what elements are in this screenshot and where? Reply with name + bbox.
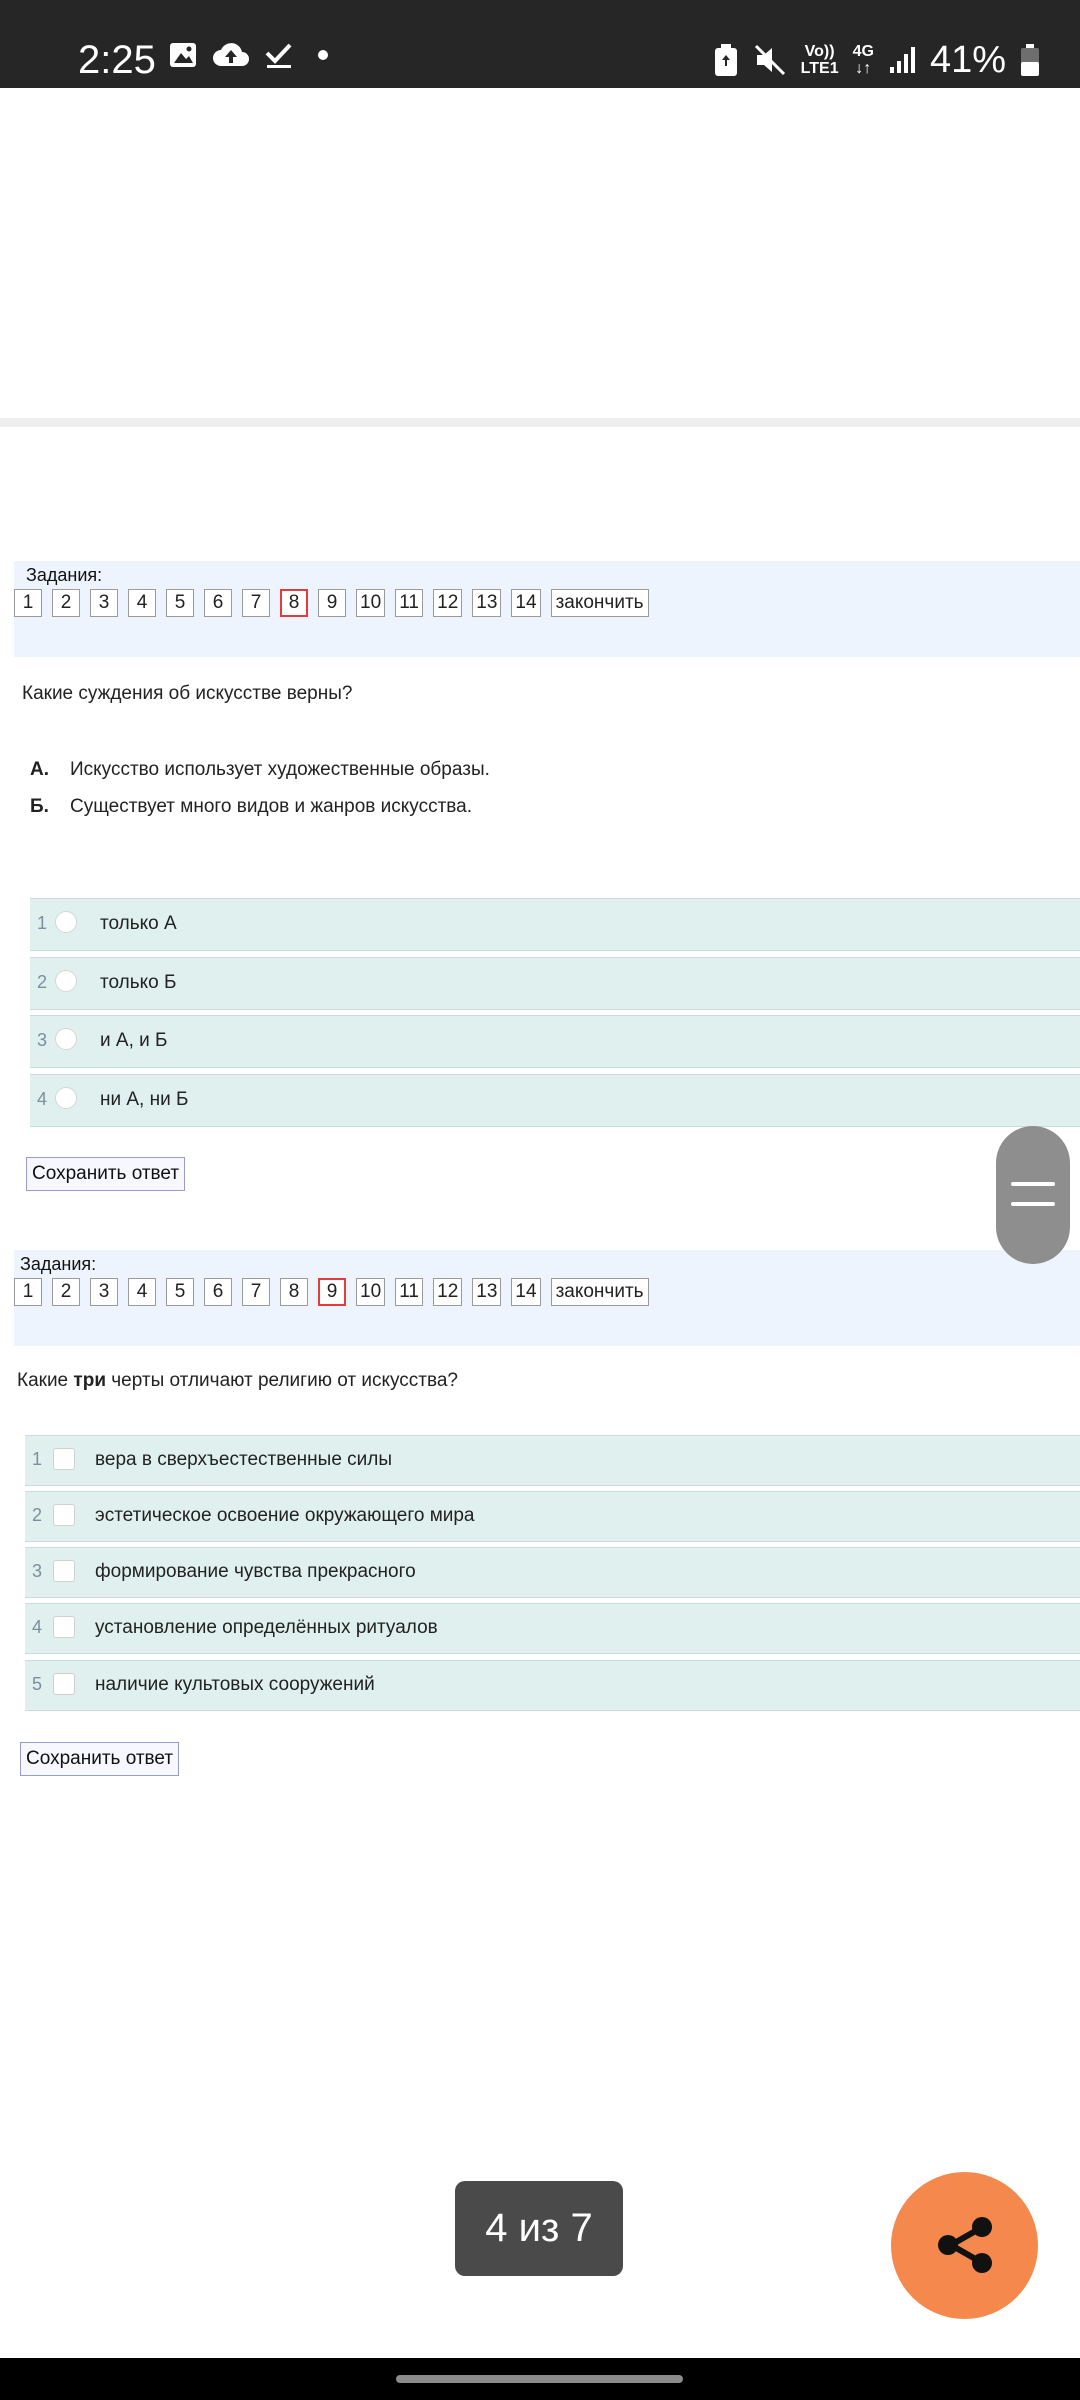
option-number: 5 xyxy=(32,1674,43,1694)
task-button-5[interactable]: 5 xyxy=(166,1278,194,1306)
task-button-14[interactable]: 14 xyxy=(511,1278,540,1306)
option-label: установление определённых ритуалов xyxy=(95,1617,438,1638)
task-button-4[interactable]: 4 xyxy=(128,589,156,617)
task-nav-label: Задания: xyxy=(26,565,103,585)
answer-option[interactable] xyxy=(25,1547,1080,1598)
option-number: 2 xyxy=(32,1505,43,1525)
task-button-13[interactable]: 13 xyxy=(472,589,501,617)
mute-icon xyxy=(753,43,787,77)
task-navigation xyxy=(14,561,1080,657)
task-button-10[interactable]: 10 xyxy=(356,589,385,617)
task-button-7[interactable]: 7 xyxy=(242,589,270,617)
option-checkbox[interactable] xyxy=(53,1616,75,1638)
option-label: вера в сверхъестественные силы xyxy=(95,1449,393,1470)
task-button-6[interactable]: 6 xyxy=(204,1278,232,1306)
battery-icon xyxy=(1020,43,1040,77)
task-button-5[interactable]: 5 xyxy=(166,589,194,617)
statement-a: А. Искусство использует художественные образы. xyxy=(30,759,490,780)
option-checkbox[interactable] xyxy=(53,1448,75,1470)
option-label: ни А, ни Б xyxy=(100,1089,189,1110)
section-divider xyxy=(0,418,1080,427)
option-number: 3 xyxy=(32,1561,43,1581)
answer-option[interactable] xyxy=(25,1491,1080,1542)
option-number: 3 xyxy=(37,1030,48,1050)
task-nav-label: Задания: xyxy=(20,1254,97,1274)
volte-indicator: Vo)) LTE1 xyxy=(800,43,839,77)
task-navigation xyxy=(14,1250,1080,1346)
answer-option[interactable] xyxy=(30,898,1080,951)
save-answer-button[interactable]: Сохранить ответ xyxy=(26,1157,185,1191)
signal-icon xyxy=(888,45,916,75)
share-button[interactable] xyxy=(891,2172,1038,2319)
option-checkbox[interactable] xyxy=(53,1504,75,1526)
task-button-13[interactable]: 13 xyxy=(472,1278,501,1306)
battery-percent: 41% xyxy=(929,39,1006,81)
task-button-11[interactable]: 11 xyxy=(395,589,423,617)
task-button-1[interactable]: 1 xyxy=(14,589,42,617)
task-button-2[interactable]: 2 xyxy=(52,1278,80,1306)
option-number: 2 xyxy=(37,972,48,992)
image-icon xyxy=(168,40,198,70)
question-text: Какие три черты отличают религию от искусства? xyxy=(17,1370,458,1391)
task-button-11[interactable]: 11 xyxy=(395,1278,423,1306)
task-button-4[interactable]: 4 xyxy=(128,1278,156,1306)
cloud-upload-icon xyxy=(212,40,250,70)
option-label: наличие культовых сооружений xyxy=(95,1674,375,1695)
option-label: эстетическое освоение окружающего мира xyxy=(95,1505,475,1526)
network-type: 4G ↓↑ xyxy=(852,43,874,77)
statement-b: Б. Существует много видов и жанров искусства. xyxy=(30,796,473,817)
task-button-7[interactable]: 7 xyxy=(242,1278,270,1306)
option-label: формирование чувства прекрасного xyxy=(95,1561,416,1582)
option-label: и А, и Б xyxy=(100,1030,168,1051)
option-label: только А xyxy=(100,913,177,934)
option-number: 1 xyxy=(37,913,48,933)
task-button-14[interactable]: 14 xyxy=(511,589,540,617)
task-button-8[interactable]: 8 xyxy=(280,1278,308,1306)
option-radio[interactable] xyxy=(55,911,77,933)
option-radio[interactable] xyxy=(55,1028,77,1050)
finish-button[interactable]: закончить xyxy=(551,589,649,617)
battery-saver-icon xyxy=(713,43,739,77)
task-button-12[interactable]: 12 xyxy=(433,1278,462,1306)
check-icon xyxy=(264,40,294,70)
task-button-2[interactable]: 2 xyxy=(52,589,80,617)
system-navigation-bar xyxy=(0,2358,1080,2400)
answer-option[interactable] xyxy=(30,957,1080,1010)
task-button-9[interactable]: 9 xyxy=(318,589,346,617)
finish-button[interactable]: закончить xyxy=(551,1278,649,1306)
share-icon xyxy=(891,2172,1038,2319)
question-text: Какие суждения об искусстве верны? xyxy=(22,683,353,704)
task-button-12[interactable]: 12 xyxy=(433,589,462,617)
status-bar xyxy=(0,0,1080,88)
task-button-3[interactable]: 3 xyxy=(90,1278,118,1306)
answer-option[interactable] xyxy=(25,1660,1080,1711)
answer-option[interactable] xyxy=(30,1015,1080,1068)
home-gesture-pill[interactable] xyxy=(396,2375,683,2383)
task-button-10[interactable]: 10 xyxy=(356,1278,385,1306)
answer-option[interactable] xyxy=(25,1435,1080,1486)
option-number: 1 xyxy=(32,1449,43,1469)
option-checkbox[interactable] xyxy=(53,1560,75,1582)
page-counter-toast: 4 из 7 xyxy=(455,2181,623,2276)
drag-handle[interactable] xyxy=(996,1126,1070,1264)
answer-option[interactable] xyxy=(30,1074,1080,1127)
task-button-8[interactable]: 8 xyxy=(280,589,308,617)
save-answer-button[interactable]: Сохранить ответ xyxy=(20,1742,179,1776)
option-radio[interactable] xyxy=(55,1087,77,1109)
option-number: 4 xyxy=(37,1089,48,1109)
answer-option[interactable] xyxy=(25,1603,1080,1654)
option-radio[interactable] xyxy=(55,970,77,992)
status-time: 2:25 xyxy=(78,38,156,82)
task-button-6[interactable]: 6 xyxy=(204,589,232,617)
option-checkbox[interactable] xyxy=(53,1673,75,1695)
task-button-1[interactable]: 1 xyxy=(14,1278,42,1306)
task-button-3[interactable]: 3 xyxy=(90,589,118,617)
option-label: только Б xyxy=(100,972,177,993)
task-button-9[interactable]: 9 xyxy=(318,1278,346,1306)
dot-icon xyxy=(308,40,338,70)
option-number: 4 xyxy=(32,1617,43,1637)
